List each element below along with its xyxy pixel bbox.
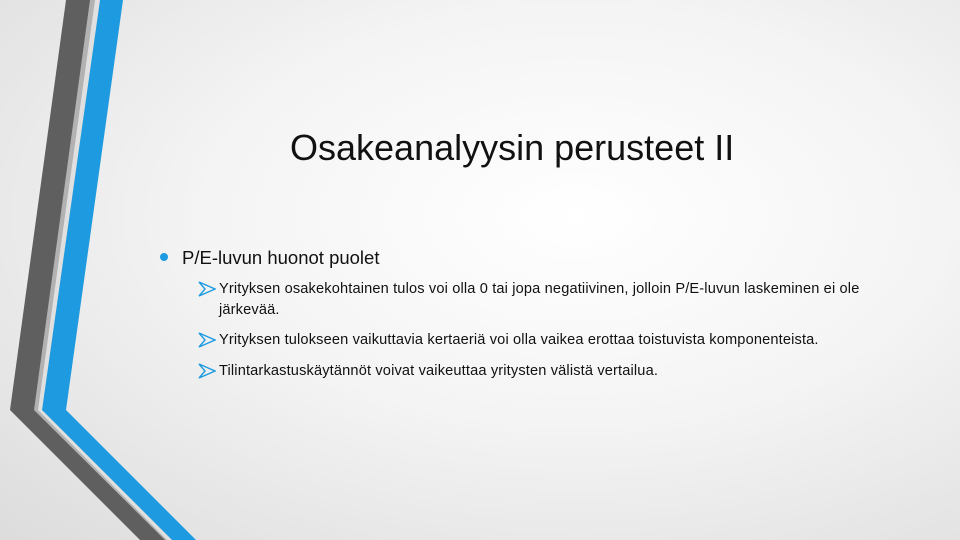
sub-bullet-text: Yrityksen tulokseen vaikuttavia kertaeriä voi olla vaikea erottaa toistuvista komponenteista.: [219, 332, 819, 348]
sub-bullet-text: Yrityksen osakekohtainen tulos voi olla 0 tai jopa negatiivinen, jolloin P/E-luvun laskeminen ei ole järkevää.: [219, 281, 860, 318]
sub-bullet-item: [198, 279, 860, 320]
main-bullet-text: P/E-luvun huonot puolet: [182, 247, 380, 268]
sub-bullet-list: [160, 279, 860, 381]
arrow-bullet-icon: [198, 281, 216, 297]
slide-title: Osakeanalyysin perusteet II: [290, 127, 735, 169]
bullet-dot-icon: [160, 253, 168, 261]
sub-bullet-item: [198, 361, 860, 382]
main-bullet: [160, 245, 860, 271]
arrow-bullet-icon: [198, 363, 216, 379]
sub-bullet-item: [198, 330, 860, 351]
sub-bullet-text: Tilintarkastuskäytännöt voivat vaikeuttaa yritysten välistä vertailua.: [219, 362, 659, 379]
slide-content: [160, 245, 860, 391]
arrow-bullet-icon: [198, 332, 216, 348]
